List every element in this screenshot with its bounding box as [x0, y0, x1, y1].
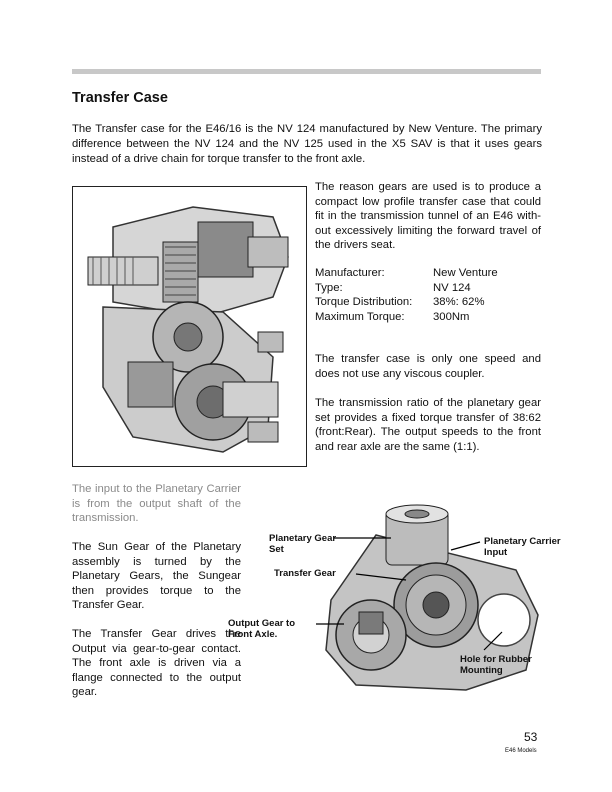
- spec-value: NV 124: [433, 281, 471, 294]
- planetary-gear-set-label: Planetary Gear Set: [269, 533, 337, 555]
- sun-gear-paragraph: The Sun Gear of the Planetary assembly is turned by the Planetary Gears, the Sungear then provides torque to the Transfer Gear.: [72, 541, 241, 611]
- transfer-case-cutaway-image: [72, 186, 307, 467]
- spec-label: Manufacturer:: [315, 267, 385, 279]
- input-paragraph: The input to the Planetary Carrier is from the output shaft of the transmission.: [72, 483, 241, 524]
- spec-label: Type:: [315, 281, 343, 294]
- hole-rubber-mounting-label: Hole for Rubber Mounting: [460, 654, 532, 676]
- spec-table: [315, 266, 498, 324]
- spec-label: Torque Distribution:: [315, 296, 413, 308]
- spec-row: [315, 310, 498, 325]
- page-number: 53: [524, 730, 538, 744]
- page-footer: E46 Models: [505, 748, 537, 754]
- one-speed-paragraph: The transfer case is only one speed and does not use any viscous coupler.: [315, 353, 541, 380]
- planetary-carrier-input-label: Planetary Carrier Input: [484, 536, 561, 558]
- output-gear-label: Output Gear to Front Axle.: [228, 618, 296, 640]
- spec-row: [315, 266, 498, 281]
- ratio-paragraph: The transmission ratio of the planetary gear set provides a fixed torque transfer of 38:62 (front:Rear). The output speeds to the front and rear axle are the same (1:1).: [315, 397, 541, 453]
- gear-set-figure: [226, 500, 572, 700]
- spec-value: 38%: 62%: [433, 296, 485, 308]
- spec-label: Maximum Torque:: [315, 310, 405, 323]
- header-rule: [72, 69, 541, 74]
- page-title: Transfer Case: [72, 90, 168, 106]
- gears-reason-paragraph: The reason gears are used is to produce a compact low profile transfer case that could fit in the transmission tunnel of an E46 with-out excessively limiting the forward travel of the drivers seat.: [315, 181, 541, 251]
- spec-value: 300Nm: [433, 310, 470, 323]
- transfer-gear-label: Transfer Gear: [274, 568, 336, 579]
- intro-paragraph: The Transfer case for the E46/16 is the NV 124 manufactured by New Venture. The primary difference between the NV 124 and the NV 125 used in the X5 SAV is that it uses gears instead of a drive chain for torque transfer to the front axle.: [72, 123, 542, 165]
- spec-value: New Venture: [433, 267, 498, 279]
- spec-row: [315, 281, 498, 296]
- transfer-gear-paragraph: The Transfer Gear drives the Output via gear-to-gear contact. The front axle is driven via a flange connected to the output gear.: [72, 628, 241, 698]
- spec-row: [315, 295, 498, 310]
